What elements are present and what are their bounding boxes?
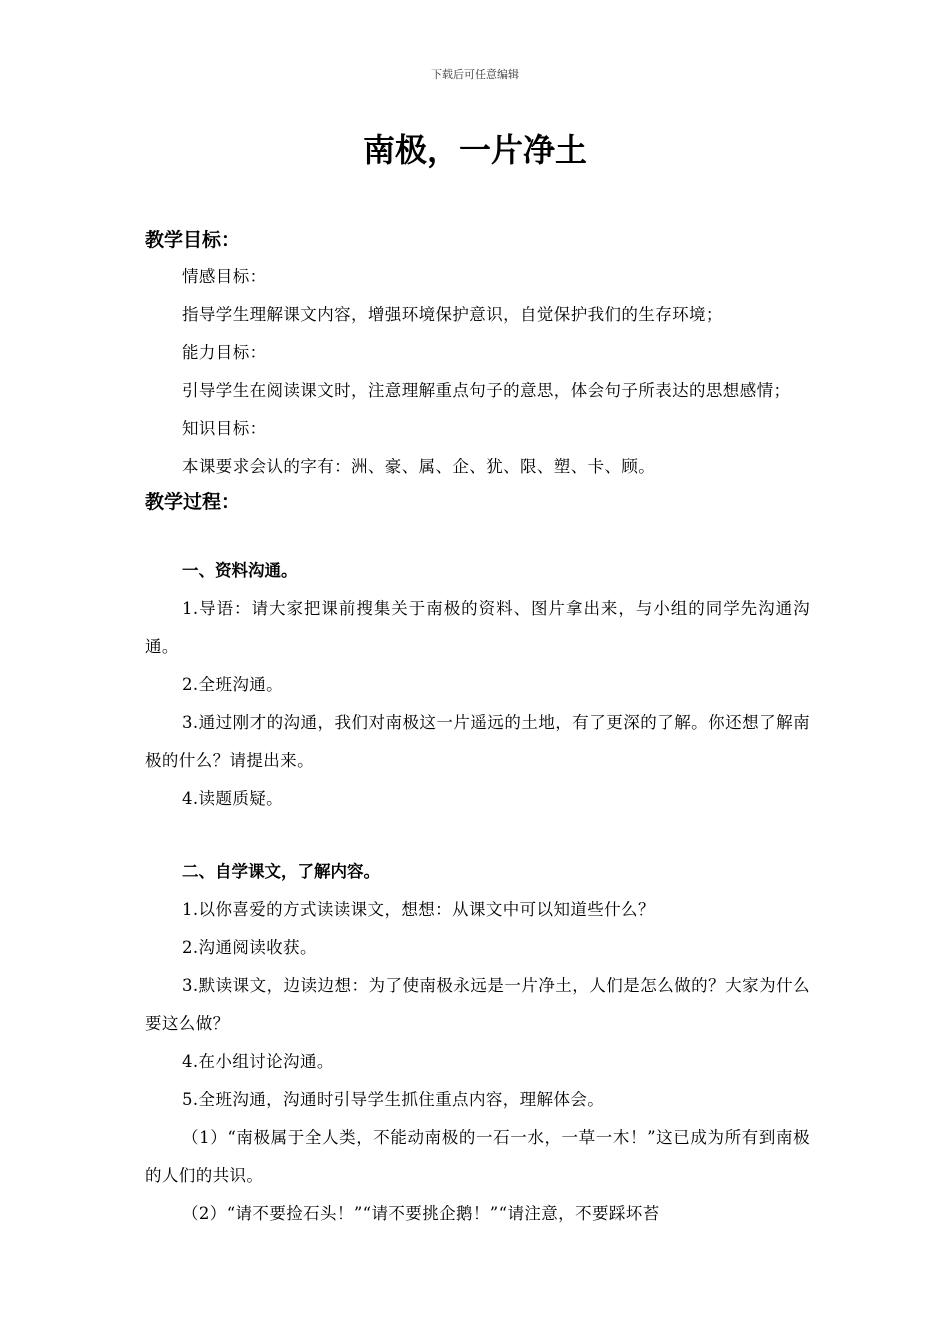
objective-knowledge-label: 知识目标： xyxy=(182,419,267,438)
objectives-heading: 教学目标： xyxy=(145,229,241,251)
part2-item: 3.默读课文，边读边想：为了使南极永远是一片净土，人们是怎么做的？大家为什么要这么做？ xyxy=(145,976,810,1033)
objective-ability-text: 引导学生在阅读课文时，注意理解重点句子的意思，体会句子所表达的思想感情； xyxy=(182,381,791,400)
part2-item: （2）“请不要捡石头！”“请不要挑企鹅！”“请注意，不要踩坏苔 xyxy=(182,1204,660,1223)
part2-heading: 二、自学课文，了解内容。 xyxy=(182,862,380,881)
document-body xyxy=(145,222,810,1233)
objective-emotion-text: 指导学生理解课文内容，增强环境保护意识，自觉保护我们的生存环境； xyxy=(182,305,723,324)
objective-emotion-label: 情感目标： xyxy=(182,267,267,286)
part1-item: 1.导语：请大家把课前搜集关于南极的资料、图片拿出来，与小组的同学先沟通沟通。 xyxy=(145,599,810,656)
header-note: 下载后可任意编辑 xyxy=(431,68,519,81)
objective-ability-label: 能力目标： xyxy=(182,343,267,362)
part1-item: 3.通过刚才的沟通，我们对南极这一片遥远的土地，有了更深的了解。你还想了解南极的什么？请提出来。 xyxy=(145,713,810,770)
part1-item: 2.全班沟通。 xyxy=(182,675,284,694)
part2-item: （1）“南极属于全人类，不能动南极的一石一水，一草一木！”这已成为所有到南极的人们的共识。 xyxy=(145,1128,810,1185)
part1-item: 4.读题质疑。 xyxy=(182,789,284,808)
part2-item: 5.全班沟通，沟通时引导学生抓住重点内容，理解体会。 xyxy=(182,1090,605,1109)
part2-item: 2.沟通阅读收获。 xyxy=(182,938,317,957)
part2-item: 4.在小组讨论沟通。 xyxy=(182,1052,334,1071)
part1-heading: 一、资料沟通。 xyxy=(182,561,298,580)
objective-knowledge-text: 本课要求会认的字有：洲、豪、属、企、犹、限、塑、卡、顾。 xyxy=(182,457,656,476)
part2-item: 1.以你喜爱的方式读读课文，想想：从课文中可以知道些什么？ xyxy=(182,900,655,919)
process-heading: 教学过程： xyxy=(145,491,241,513)
document-title: 南极，一片净土 xyxy=(362,131,587,169)
